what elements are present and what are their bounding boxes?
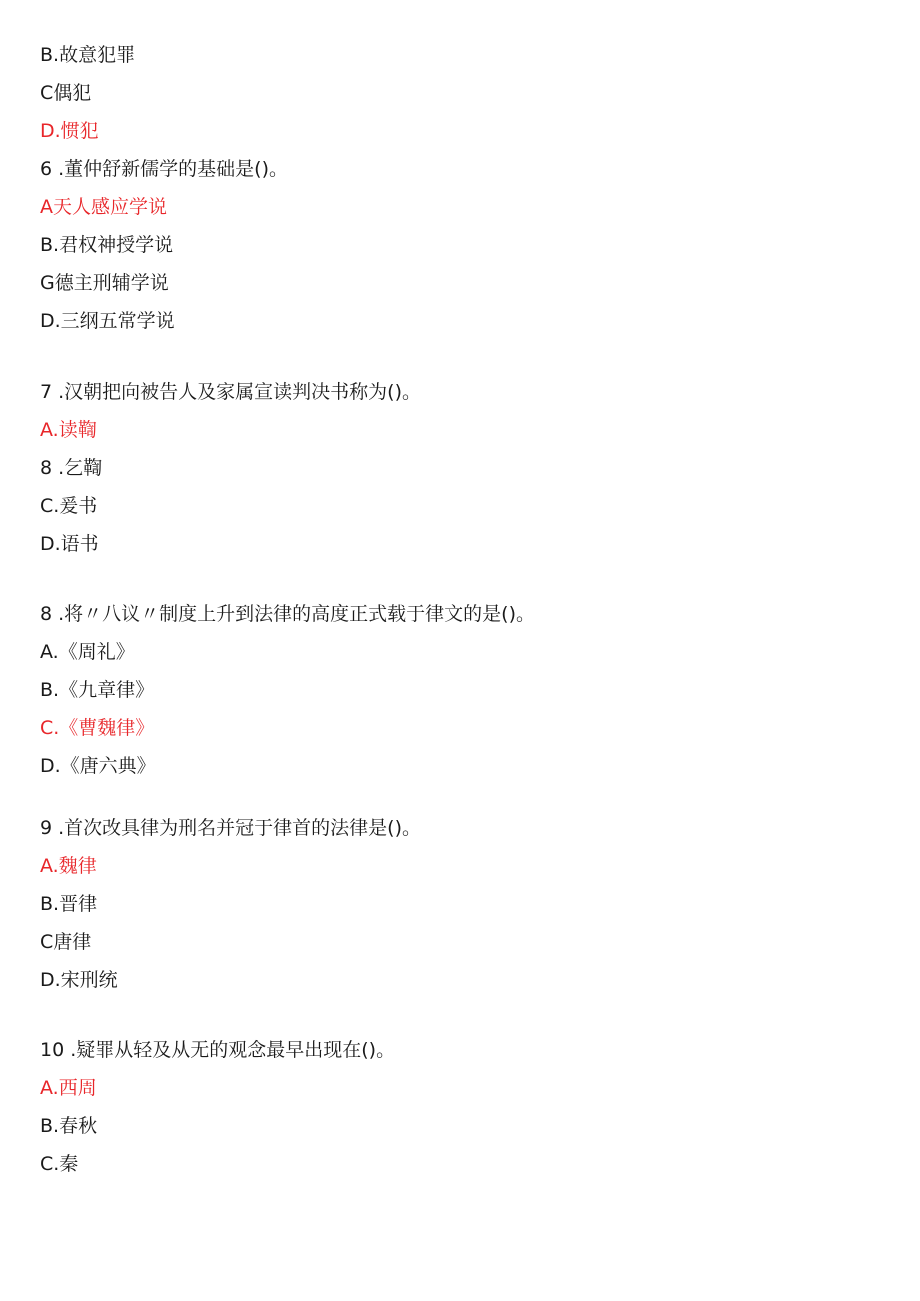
- answer-option-line: A.魏律: [40, 855, 97, 877]
- answer-option-line: C.《曹魏律》: [40, 717, 155, 739]
- option-line: D.语书: [40, 533, 99, 555]
- question-line: 9 .首次改具律为刑名并冠于律首的法律是()。: [40, 817, 421, 839]
- option-line: D.宋刑统: [40, 969, 118, 991]
- answer-option-line: A.读鞫: [40, 419, 97, 441]
- option-line: B.晋律: [40, 893, 98, 915]
- answer-option-line: A.西周: [40, 1077, 97, 1099]
- answer-option-line: A天人感应学说: [40, 196, 167, 218]
- option-line: G德主刑辅学说: [40, 272, 169, 294]
- option-line: B.故意犯罪: [40, 44, 136, 66]
- option-line: B.君权神授学说: [40, 234, 174, 256]
- answer-option-line: D.惯犯: [40, 120, 99, 142]
- question-line: 7 .汉朝把向被告人及家属宣读判决书称为()。: [40, 381, 421, 403]
- option-line: C.爰书: [40, 495, 98, 517]
- question-line: 6 .董仲舒新儒学的基础是()。: [40, 158, 288, 180]
- option-line: 8 .乞鞫: [40, 457, 103, 479]
- option-line: D.《唐六典》: [40, 755, 156, 777]
- question-line: 10 .疑罪从轻及从无的观念最早出现在()。: [40, 1039, 396, 1061]
- option-line: B.春秋: [40, 1115, 98, 1137]
- question-line: 8 .将〃八议〃制度上升到法律的高度正式载于律文的是()。: [40, 603, 535, 625]
- option-line: C偶犯: [40, 82, 92, 104]
- option-line: D.三纲五常学说: [40, 310, 175, 332]
- option-line: A.《周礼》: [40, 641, 135, 663]
- option-line: C唐律: [40, 931, 92, 953]
- option-line: C.秦: [40, 1153, 79, 1175]
- option-line: B.《九章律》: [40, 679, 155, 701]
